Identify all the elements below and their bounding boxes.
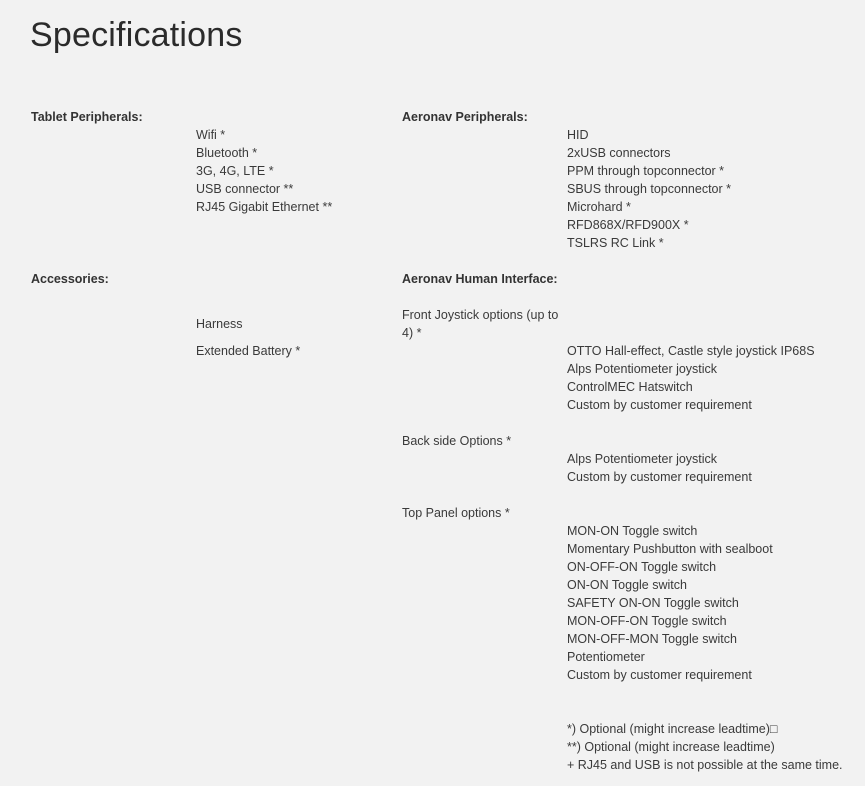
list-item: Wifi *	[196, 128, 226, 142]
list-item: ON-OFF-ON Toggle switch	[567, 560, 717, 574]
human-interface-heading: Aeronav Human Interface:	[402, 272, 558, 286]
top-panel-list	[567, 522, 773, 684]
accessories-heading: Accessories:	[31, 272, 109, 286]
list-item: MON-OFF-ON Toggle switch	[567, 614, 727, 628]
list-item: ON-ON Toggle switch	[567, 578, 687, 592]
top-panel-label: Top Panel options *	[402, 506, 510, 520]
list-item: PPM through topconnector *	[567, 164, 725, 178]
list-item: Custom by customer requirement	[567, 668, 752, 682]
list-item: OTTO Hall-effect, Castle style joystick IP68S	[567, 344, 815, 358]
list-item: USB connector **	[196, 182, 294, 196]
list-item: Microhard *	[567, 200, 631, 214]
accessory-harness: Harness	[196, 317, 243, 331]
footnote: **) Optional (might increase leadtime)	[567, 740, 775, 754]
list-item: RFD868X/RFD900X *	[567, 218, 689, 232]
footnotes	[567, 720, 843, 774]
list-item: Momentary Pushbutton with sealboot	[567, 542, 773, 556]
list-item: SAFETY ON-ON Toggle switch	[567, 596, 739, 610]
list-item: 3G, 4G, LTE *	[196, 164, 274, 178]
back-side-list	[567, 450, 752, 486]
footnote: *) Optional (might increase leadtime)□	[567, 722, 778, 736]
aeronav-peripherals-list	[567, 126, 731, 252]
tablet-peripherals-heading: Tablet Peripherals:	[31, 110, 143, 124]
tablet-peripherals-list	[196, 126, 332, 216]
list-item: Custom by customer requirement	[567, 470, 752, 484]
list-item: Potentiometer	[567, 650, 645, 664]
list-item: MON-ON Toggle switch	[567, 524, 698, 538]
front-joystick-label: Front Joystick options (up to 4) *	[402, 308, 559, 340]
footnote: + RJ45 and USB is not possible at the same time.	[567, 758, 843, 772]
front-joystick-list	[567, 342, 815, 414]
list-item: Alps Potentiometer joystick	[567, 362, 718, 376]
list-item: 2xUSB connectors	[567, 146, 671, 160]
list-item: RJ45 Gigabit Ethernet **	[196, 200, 333, 214]
page-title: Specifications	[30, 16, 243, 54]
list-item: Alps Potentiometer joystick	[567, 452, 718, 466]
list-item: TSLRS RC Link *	[567, 236, 664, 250]
list-item: SBUS through topconnector *	[567, 182, 731, 196]
accessory-extended-battery: Extended Battery *	[196, 344, 301, 358]
list-item: Custom by customer requirement	[567, 398, 752, 412]
list-item: MON-OFF-MON Toggle switch	[567, 632, 737, 646]
back-side-label: Back side Options *	[402, 434, 512, 448]
aeronav-peripherals-heading: Aeronav Peripherals:	[402, 110, 528, 124]
list-item: ControlMEC Hatswitch	[567, 380, 693, 394]
list-item: HID	[567, 128, 589, 142]
list-item: Bluetooth *	[196, 146, 258, 160]
